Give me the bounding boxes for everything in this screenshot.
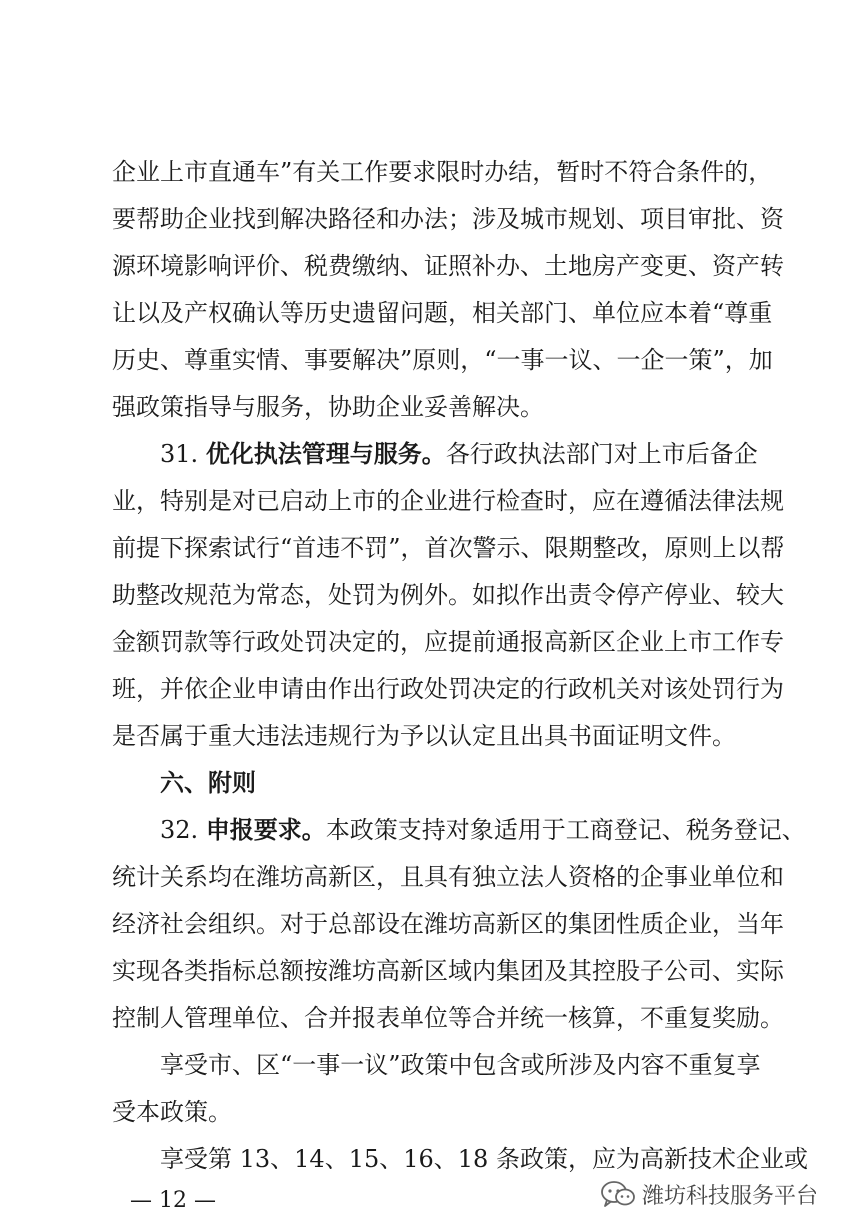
item-31-title: 优化执法管理与服务。 (205, 440, 446, 468)
item-31-first-line (160, 439, 758, 469)
paragraph-line: 享受市、区“一事一议”政策中包含或所涉及内容不重复享 (160, 1051, 761, 1079)
paragraph-line: 受本政策。 (112, 1098, 232, 1126)
item-31-line: 前提下探索试行“首违不罚”，首次警示、限期整改，原则上以帮 (112, 534, 785, 562)
paragraph-line: 源环境影响评价、税费缴纳、证照补办、土地房产变更、资产转 (112, 252, 784, 280)
item-32-title: 申报要求。 (205, 816, 326, 844)
item-32-number: 32. (160, 816, 199, 844)
item-32-line: 经济社会组织。对于总部设在潍坊高新区的集团性质企业，当年 (112, 910, 784, 938)
section-heading: 六、附则 (160, 769, 256, 797)
item-31-text: 各行政执法部门对上市后备企 (445, 440, 758, 468)
paragraph-line: 让以及产权确认等历史遗留问题，相关部门、单位应本着“尊重 (112, 299, 773, 327)
item-32-text: 本政策支持对象适用于工商登记、税务登记、 (325, 816, 806, 844)
paragraph-line: 享受第 13、14、15、16、18 条政策，应为高新技术企业或 (160, 1145, 808, 1173)
page-number: — 12 — (130, 1188, 216, 1213)
paragraph-line: 强政策指导与服务，协助企业妥善解决。 (112, 393, 544, 421)
item-32-line: 统计关系均在潍坊高新区，且具有独立法人资格的企事业单位和 (112, 863, 784, 891)
item-31-line: 助整改规范为常态，处罚为例外。如拟作出责令停产停业、较大 (112, 581, 784, 609)
item-31-number: 31. (160, 440, 199, 468)
wechat-icon (600, 1179, 636, 1209)
paragraph-line: 历史、尊重实情、事要解决”原则，“一事一议、一企一策”，加 (112, 346, 773, 374)
item-31-line: 业，特别是对已启动上市的企业进行检查时，应在遵循法律法规 (112, 487, 784, 515)
item-32-line: 控制人管理单位、合并报表单位等合并统一核算，不重复奖励。 (112, 1004, 784, 1032)
watermark-text: 潍坊科技服务平台 (642, 1183, 819, 1209)
watermark (600, 1176, 818, 1212)
paragraph-line: 要帮助企业找到解决路径和办法；涉及城市规划、项目审批、资 (112, 205, 784, 233)
item-32-line: 实现各类指标总额按潍坊高新区域内集团及其控股子公司、实际 (112, 957, 784, 985)
item-31-line: 班，并依企业申请由作出行政处罚决定的行政机关对该处罚行为 (112, 675, 784, 703)
paragraph-line: 企业上市直通车”有关工作要求限时办结，暂时不符合条件的， (112, 158, 773, 186)
item-32-first-line (160, 815, 806, 845)
item-31-line: 金额罚款等行政处罚决定的，应提前通报高新区企业上市工作专 (112, 628, 784, 656)
item-31-line: 是否属于重大违法违规行为予以认定且出具书面证明文件。 (112, 722, 736, 750)
